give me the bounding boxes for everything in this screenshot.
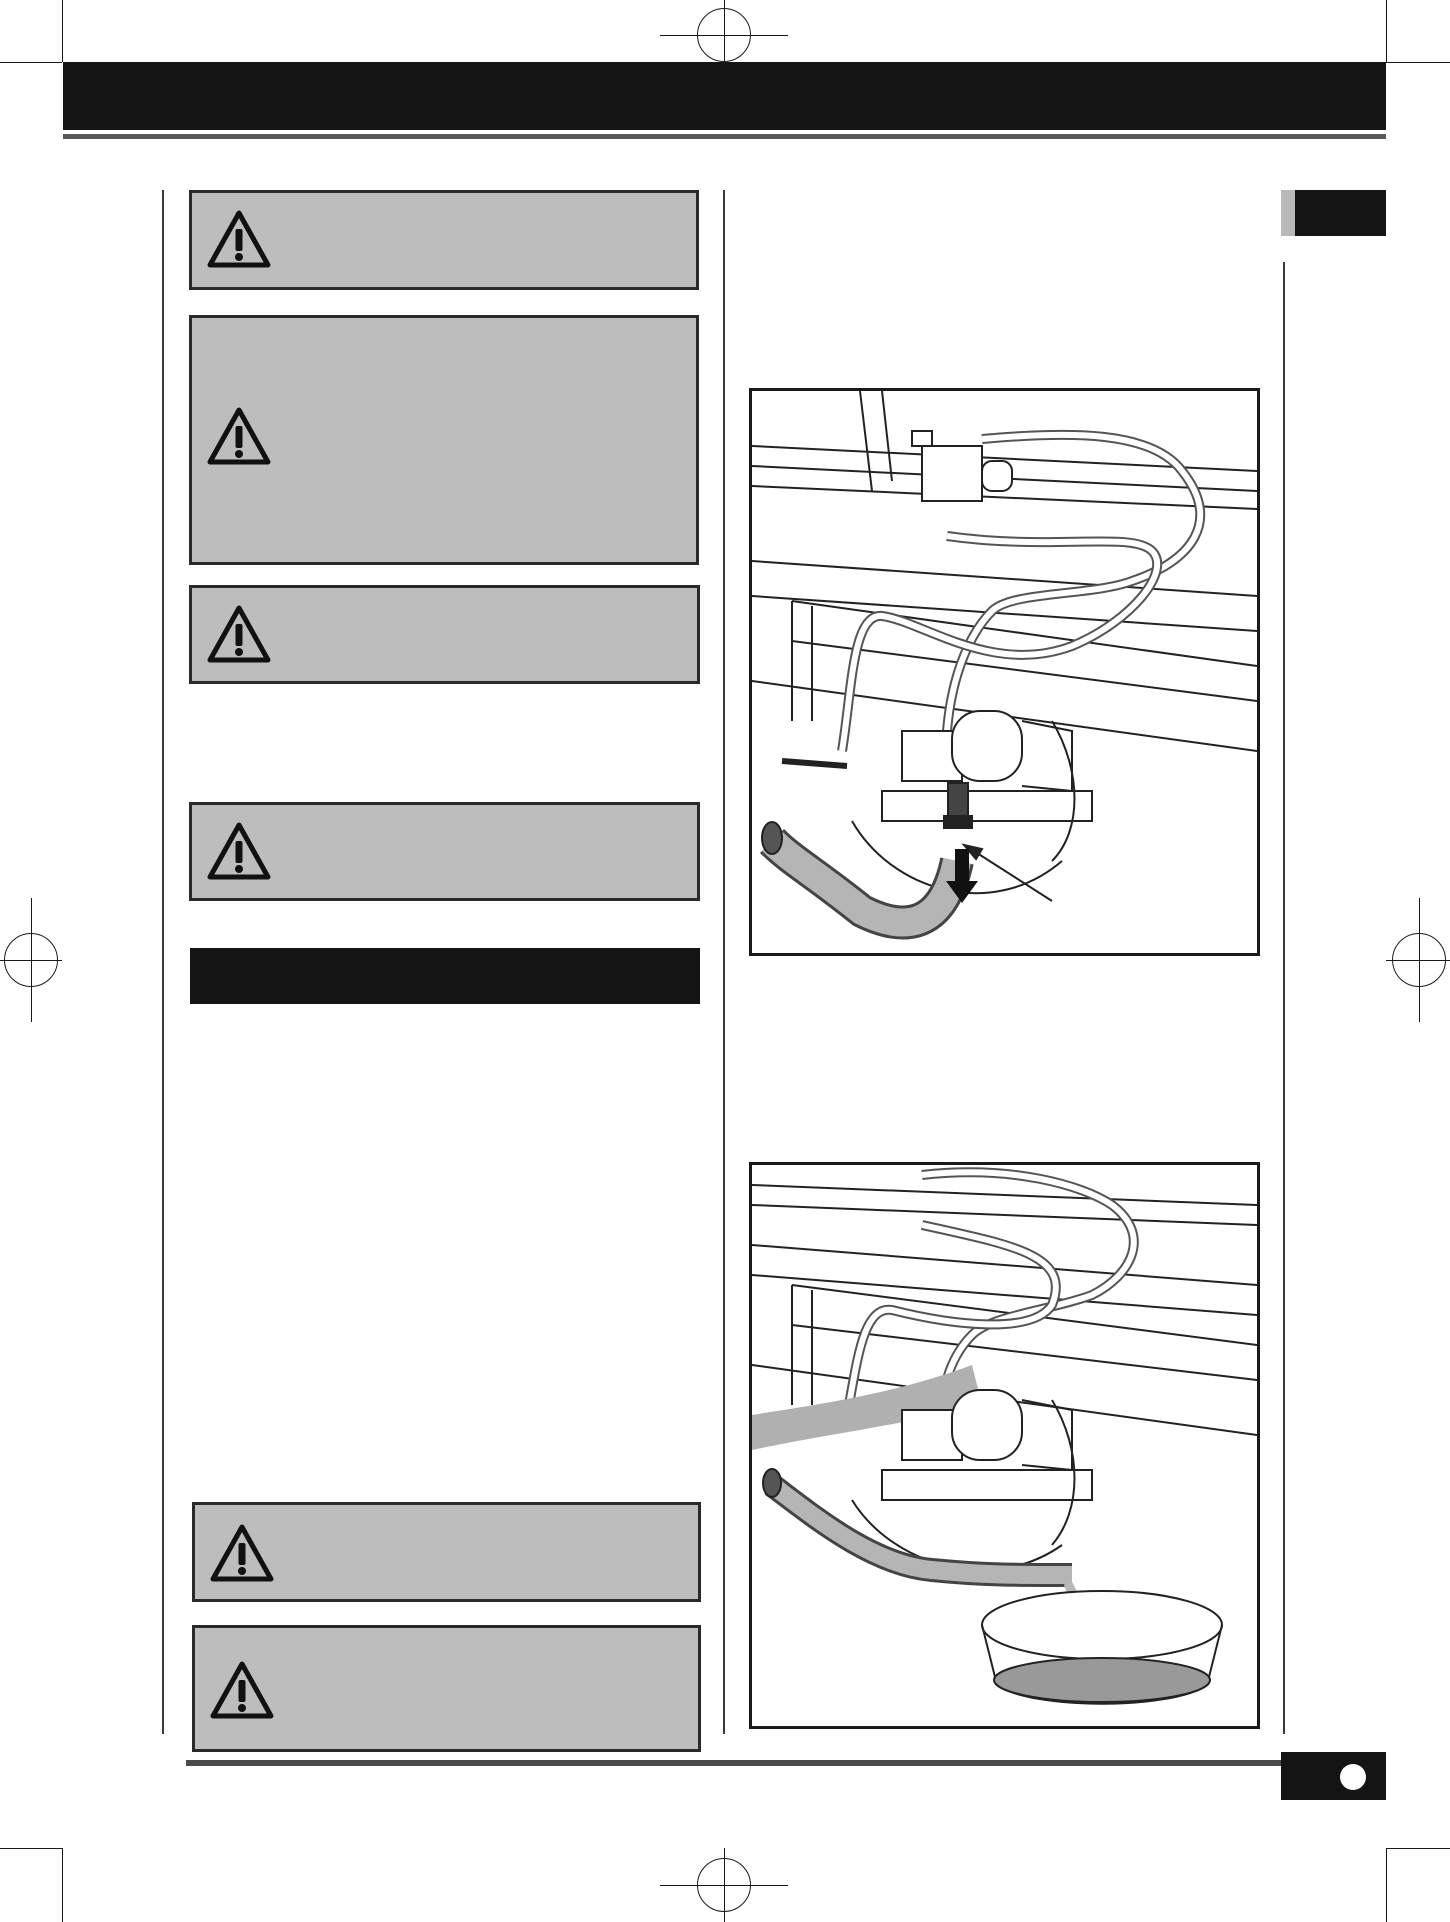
warning-box	[192, 1502, 701, 1602]
page-number-dot	[1340, 1764, 1366, 1790]
page-header-rule	[63, 134, 1386, 139]
pump-drain-illustration	[752, 391, 1257, 953]
warning-box	[189, 315, 699, 565]
registration-mark-right	[1386, 960, 1450, 961]
crop-mark	[1386, 62, 1450, 63]
warning-triangle-icon	[206, 821, 272, 881]
registration-mark-top	[724, 0, 725, 62]
left-column-rule	[162, 190, 164, 1734]
warning-triangle-icon	[206, 406, 272, 466]
warning-box	[192, 1625, 701, 1752]
section-tab	[1295, 190, 1386, 236]
section-tab-accent	[1281, 190, 1295, 236]
figure-pump-drain-plug	[749, 388, 1260, 956]
warning-box	[189, 802, 700, 901]
crop-mark	[1386, 1848, 1450, 1849]
crop-mark	[62, 0, 63, 62]
figure-pump-draining-oil	[749, 1162, 1260, 1729]
page-header-bar	[63, 62, 1386, 130]
warning-triangle-icon	[209, 1523, 275, 1583]
registration-mark-top	[660, 35, 788, 36]
page-footer-rule	[186, 1760, 1286, 1766]
registration-mark-left	[0, 960, 62, 961]
center-column-rule	[723, 190, 725, 1734]
warning-triangle-icon	[209, 1660, 275, 1720]
right-margin-rule	[1283, 262, 1285, 1734]
crop-mark	[1386, 0, 1387, 62]
crop-mark	[0, 62, 62, 63]
crop-mark	[1386, 1848, 1387, 1922]
crop-mark	[62, 1848, 63, 1922]
warning-box	[189, 585, 700, 684]
warning-box	[189, 190, 699, 290]
crop-mark	[0, 1848, 62, 1849]
section-heading-bar	[190, 948, 700, 1004]
registration-mark-bottom	[660, 1885, 788, 1886]
warning-triangle-icon	[206, 604, 272, 664]
page-number-tab	[1281, 1752, 1386, 1800]
oil-draining-illustration	[752, 1165, 1257, 1726]
warning-triangle-icon	[206, 209, 272, 269]
